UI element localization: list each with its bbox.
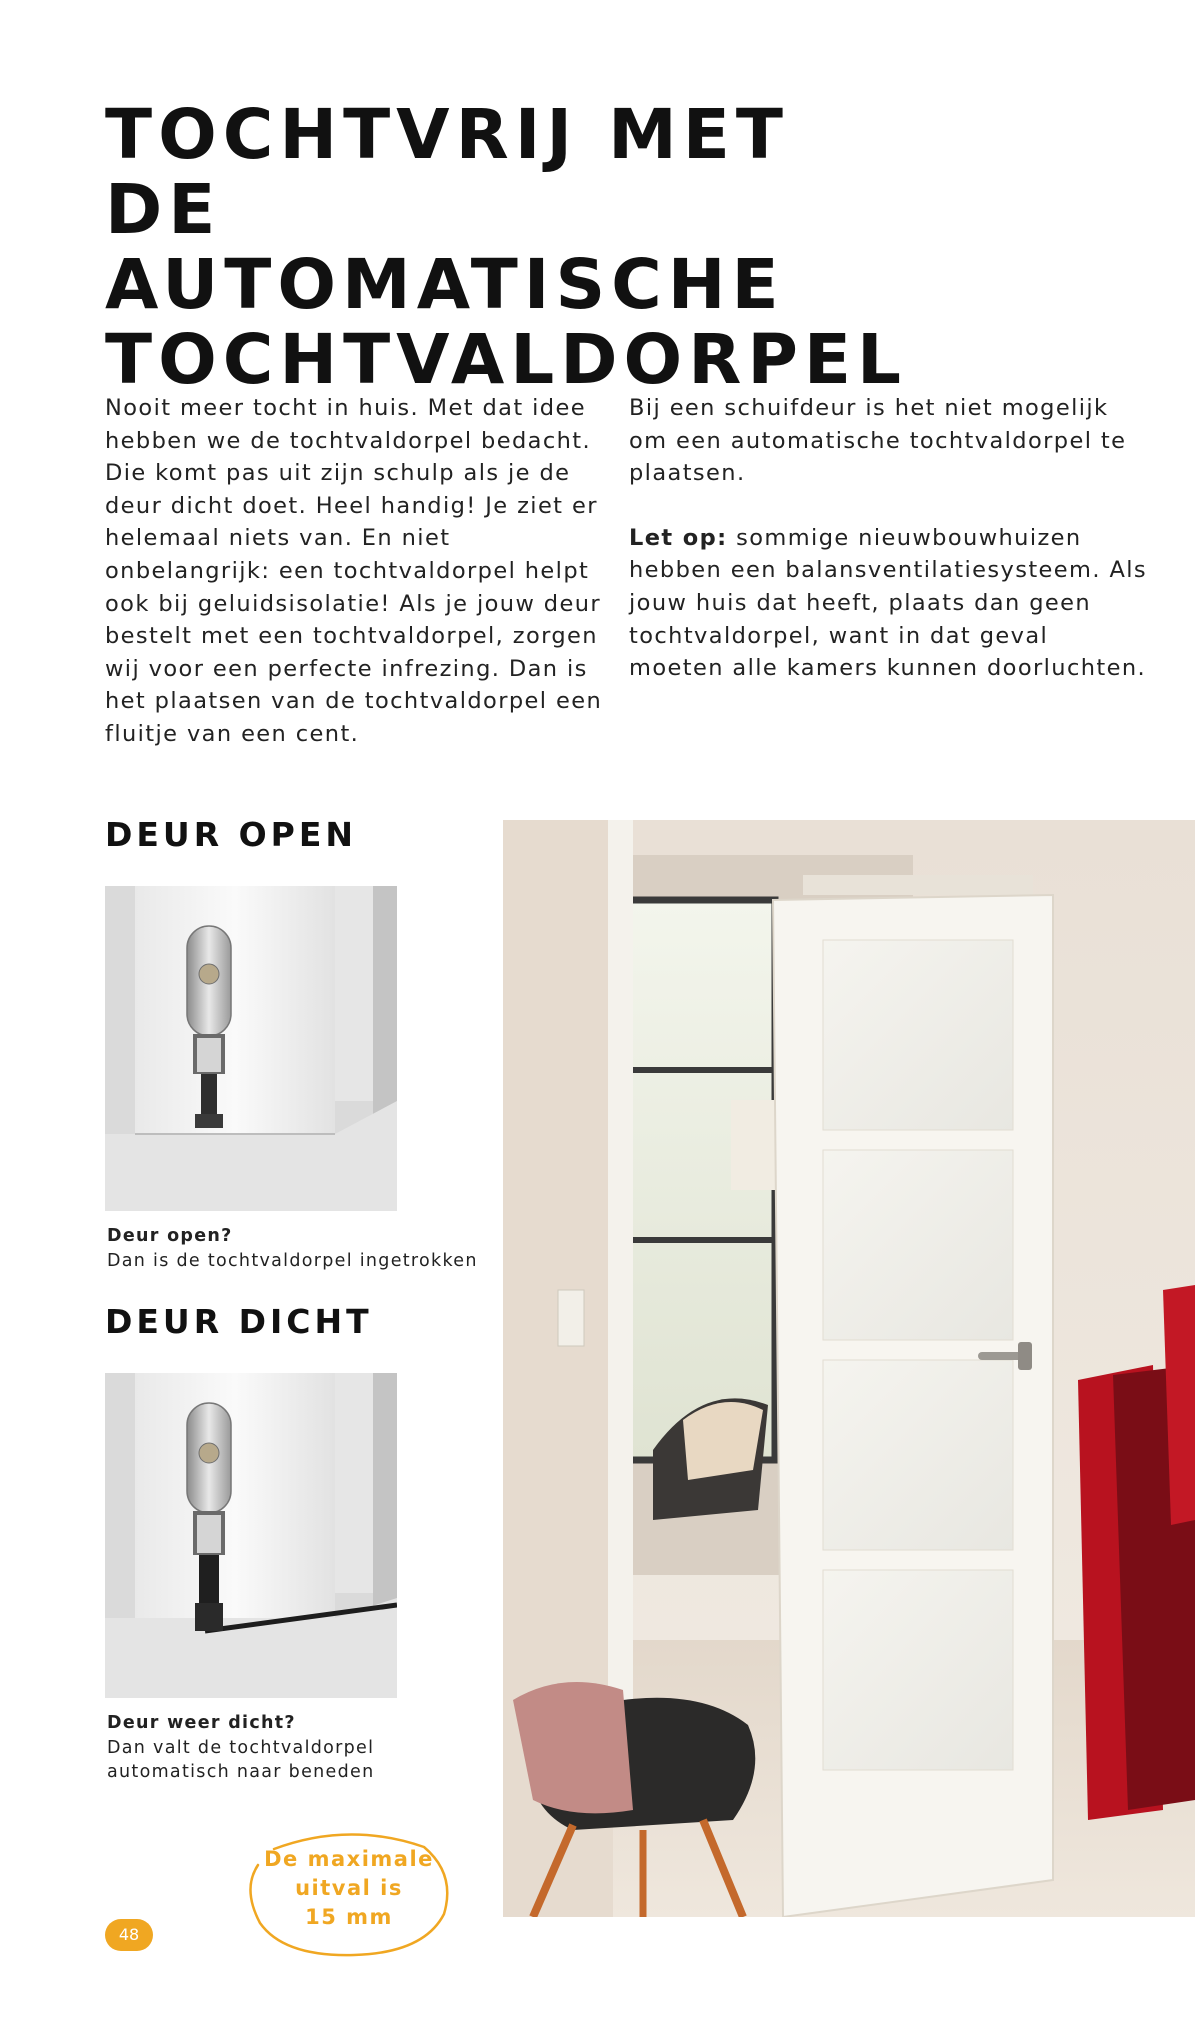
page-number-badge: 48	[105, 1919, 153, 1951]
callout-line-3: 15 mm	[305, 1905, 393, 1929]
photo-threshold-open	[105, 886, 397, 1211]
heading-deur-open: DEUR OPEN	[105, 815, 358, 854]
note-text: sommige nieuwbouwhuizen hebben een balansventilatiesysteem. Als jouw huis dat heeft, plaats dan geen tochtvaldorpel, want in dat geval moeten alle kamers kunnen doorluchten.	[629, 524, 1148, 682]
intro-right-paragraph-1: Bij een schuifdeur is het niet mogelijk om een automatische tochtvaldorpel te plaatsen.	[629, 395, 1127, 487]
title-line-2: DE AUTOMATISCHE	[105, 170, 785, 325]
threshold-closed-illustration	[105, 1373, 397, 1698]
intro-right-paragraph-2	[629, 522, 1149, 685]
intro-left-paragraph: Nooit meer tocht in huis. Met dat idee hebben we de tochtvaldorpel bedacht. Die komt pas uit zijn schulp als je de deur dicht doet. Heel handig! Je ziet er helemaal niets van. En niet onbelangrijk: een tochtvaldorpel helpt ook bij geluidsisolatie! Als je jouw deur bestelt met een tochtvaldorpel, zorgen wij voor een perfecte infrezing. Dan is het plaatsen van de tochtvaldorpel een fluitje van een cent.	[105, 395, 603, 747]
caption-text-line-1: Dan valt de tochtvaldorpel	[107, 1737, 375, 1758]
max-drop-callout	[244, 1829, 454, 1957]
title-line-1: TOCHTVRIJ MET	[105, 95, 789, 175]
title-line-3: TOCHTVALDORPEL	[105, 320, 907, 400]
intro-right-column	[629, 392, 1149, 685]
threshold-open-illustration	[105, 886, 397, 1211]
callout-text	[244, 1845, 454, 1932]
caption-deur-dicht	[107, 1711, 374, 1785]
page-title	[105, 95, 907, 400]
callout-line-2: uitval is	[295, 1876, 403, 1900]
room-illustration	[503, 820, 1195, 1917]
caption-title: Deur open?	[107, 1226, 233, 1246]
note-lead: Let op:	[629, 524, 728, 551]
intro-left-column	[105, 392, 605, 751]
caption-text-line-2: automatisch naar beneden	[107, 1762, 375, 1782]
room-door-photo	[503, 820, 1195, 1917]
callout-line-1: De maximale	[264, 1847, 434, 1871]
caption-text: Dan is de tochtvaldorpel ingetrokken	[107, 1250, 478, 1271]
photo-threshold-closed	[105, 1373, 397, 1698]
caption-title: Deur weer dicht?	[107, 1713, 296, 1733]
caption-deur-open	[107, 1224, 478, 1273]
heading-deur-dicht: DEUR DICHT	[105, 1302, 373, 1341]
